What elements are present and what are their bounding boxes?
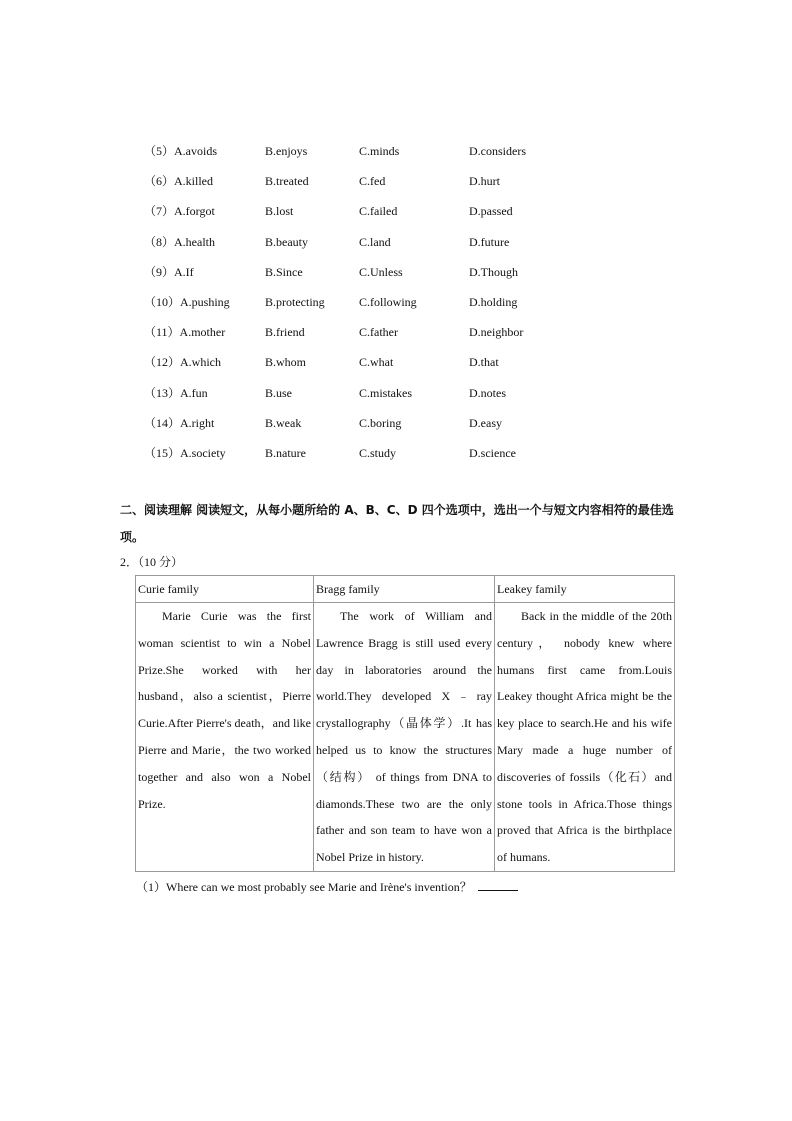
section-heading: 二、阅读理解 阅读短文，从每小题所给的 A、B、C、D 四个选项中，选出一个与短文内容相符的最佳选项。: [120, 503, 674, 544]
option-a: （13）A.fun: [144, 385, 208, 400]
option-c: C.minds: [359, 144, 400, 158]
option-c: C.study: [359, 445, 397, 460]
answer-blank[interactable]: [478, 877, 518, 891]
option-a: （8）A.health: [144, 234, 215, 249]
option-a: （14）A.right: [144, 415, 215, 430]
question-number: 2．（10 分）: [120, 555, 184, 569]
option-d: D.holding: [469, 294, 518, 309]
passage-curie: Marie Curie was the first woman scientist to win a Nobel Prize.She worked with her husband，also a scientist，Pierre Curie.After Pierre's death，and like Pierre and Marie，the two worked together and also won a Nobel Prize.: [138, 609, 311, 811]
option-b: B.beauty: [265, 234, 308, 249]
option-d: D.notes: [469, 385, 506, 400]
passages-table: [135, 575, 675, 872]
passage-curie-cell: [136, 603, 314, 872]
option-a: （15）A.society: [144, 445, 226, 460]
option-d: D.hurt: [469, 174, 500, 189]
sub-question-text: （1）Where can we most probably see Marie and Irène's invention？: [136, 880, 472, 894]
option-c: C.what: [359, 355, 394, 370]
option-b: B.nature: [265, 445, 306, 460]
option-b: B.protecting: [265, 294, 325, 309]
option-b: B.Since: [265, 264, 303, 279]
option-d: D.neighbor: [469, 325, 524, 340]
option-a: （11）A.mother: [144, 325, 226, 340]
option-d: D.passed: [469, 204, 513, 219]
passage-bragg-cell: [314, 603, 495, 872]
option-b: B.lost: [265, 204, 294, 219]
option-d: D.science: [469, 445, 516, 460]
option-c: C.following: [359, 294, 417, 309]
option-c: C.mistakes: [359, 385, 412, 400]
option-c: C.boring: [359, 415, 402, 430]
option-a: （9）A.If: [144, 264, 194, 279]
option-b: B.whom: [265, 355, 307, 370]
option-a: （7）A.forgot: [144, 204, 215, 219]
option-a: （6）A.killed: [144, 174, 213, 189]
option-c: C.fed: [359, 174, 386, 189]
option-d: D.Though: [469, 264, 518, 279]
option-d: D.that: [469, 355, 499, 370]
table-header-curie: Curie family: [136, 576, 314, 603]
option-b: B.weak: [265, 415, 302, 430]
option-a: （10）A.pushing: [144, 294, 230, 309]
option-a: （12）A.which: [144, 355, 221, 370]
option-c: C.land: [359, 234, 391, 249]
passage-bragg: The work of William and Lawrence Bragg is still used every day in laboratories around the world.They developed X﹣ray crystallography（晶体学）.It has helped us to know the structures（结构） of things from DNA to diamonds.These two are the only father and son team to have won a Nobel Prize in history.: [316, 609, 492, 865]
option-c: C.Unless: [359, 264, 403, 279]
option-c: C.failed: [359, 204, 398, 219]
option-d: D.easy: [469, 415, 502, 430]
option-b: B.treated: [265, 174, 309, 189]
option-d: D.future: [469, 234, 510, 249]
passage-leakey-cell: [495, 603, 675, 872]
option-b: B.enjoys: [265, 144, 308, 158]
option-d: D.considers: [469, 144, 526, 158]
option-b: B.use: [265, 385, 292, 400]
table-header-leakey: Leakey family: [495, 576, 675, 603]
table-header-bragg: Bragg family: [314, 576, 495, 603]
option-b: B.friend: [265, 325, 305, 340]
passage-leakey: Back in the middle of the 20th century， nobody knew where humans first came from.Louis Leakey thought Africa might be the key place to search.He and his wife Mary made a huge number of discoveries of fossils（化石）and stone tools in Africa.Those things proved that Africa is the birthplace of humans.: [497, 609, 672, 865]
option-a: （5）A.avoids: [144, 144, 217, 158]
sub-question-1: [136, 877, 518, 896]
option-c: C.father: [359, 325, 398, 340]
